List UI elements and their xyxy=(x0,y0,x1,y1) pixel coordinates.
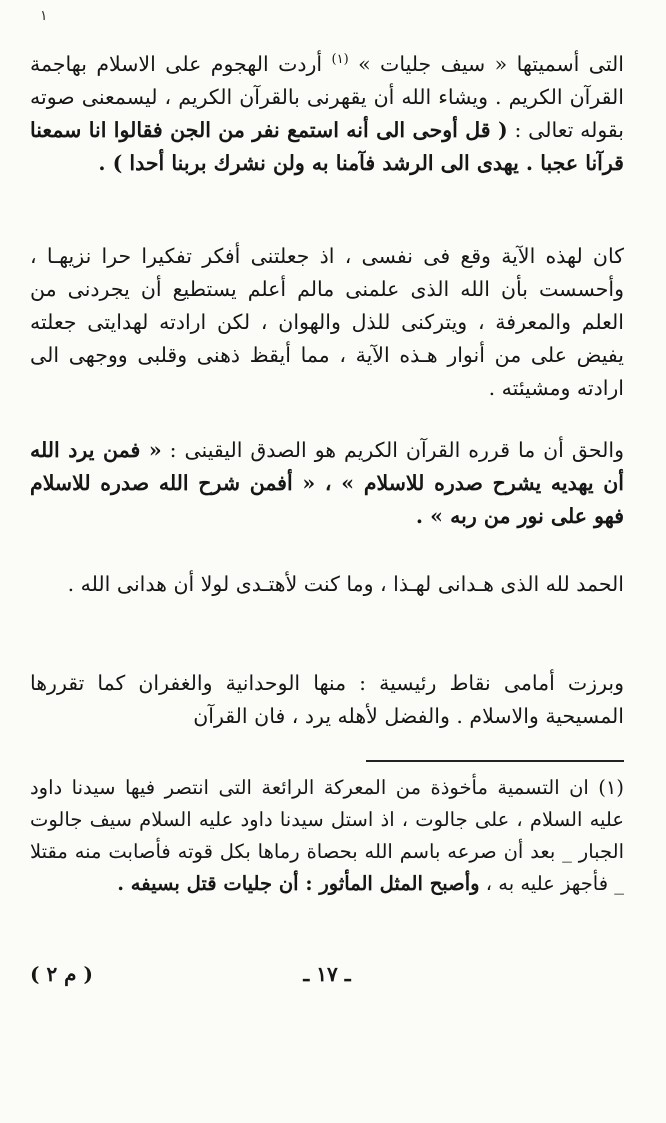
paragraph-2: كان لهذه الآية وقع فى نفسى ، اذ جعلتنى أفكر تفكيرا حرا نزيهـا ، وأحسست بأن الله الذى علمنى مالم أعلم يستطيع أن يجردنى من العلم والمعرفة ، ويتركنى للذل والهوان ، لكن ارادته لهدايتى جعلته يفيض على من أنوار هـذه الآية ، مما أيقظ ذهنى وقلبى ووجهى الى ارادته ومشيئته . xyxy=(30,244,624,400)
footnote-ref: (١) xyxy=(331,52,349,68)
footnote-separator xyxy=(366,760,624,762)
quran-quote-1: ( قل أوحى الى أنه استمع نفر من الجن فقالوا انا سمعنا قرآنا عجبا . يهدى الى الرشد فآمنا به ولن نشرك بربنا أحدا ) . xyxy=(30,118,624,175)
paragraph-5: وبرزت أمامى نقاط رئيسية : منها الوحدانية والغفران كما تقررها المسيحية والاسلام . والفضل لأهله يرد ، فان القرآن xyxy=(30,671,624,728)
page-number: ـ ١٧ ـ xyxy=(303,962,351,986)
page-footer xyxy=(30,962,624,998)
paragraph-1-body: أردت الهجوم على الاسلام بهاجمة القرآن الكريم . ويشاء الله أن يقهرنى بالقرآن الكريم ، ليسمعنى صوته بقوله تعالى : xyxy=(30,52,624,142)
paragraph-4: الحمد لله الذى هـدانى لهـذا ، وما كنت لأهتـدى لولا أن هدانى الله . xyxy=(67,572,624,596)
paragraph-1 xyxy=(30,48,624,180)
corner-mark: ١ xyxy=(40,8,48,24)
footnote-text: (١) ان التسمية مأخوذة من المعركة الرائعة التى انتصر فيها سيدنا داود عليه السلام ، على جالوت ، اذ استل سيدنا داود عليه السلام سيف جالوت الجبار _ بعد أن صرعه باسم الله بحصاة رماها بكل قوته فأصابت منه مقتلا _ فأجهز عليه به ، xyxy=(30,776,624,895)
quran-quote-2: « فمن يرد الله أن يهديه يشرح صدره للاسلام » ، « أفمن شرح الله صدره للاسلام فهو على نور من ربه » . xyxy=(30,438,624,528)
paragraph-3-lead: والحق أن ما قرره القرآن الكريم هو الصدق اليقينى : xyxy=(161,438,624,462)
footnote xyxy=(30,772,624,900)
signature-mark: ( م ٢ ) xyxy=(30,962,93,986)
paragraph-1-intro: التى أسميتها « سيف جليات » xyxy=(348,52,624,76)
paragraph-3 xyxy=(30,434,624,533)
footnote-proverb: وأصبح المثل المأثور : أن جليات قتل بسيفه . xyxy=(117,872,480,895)
